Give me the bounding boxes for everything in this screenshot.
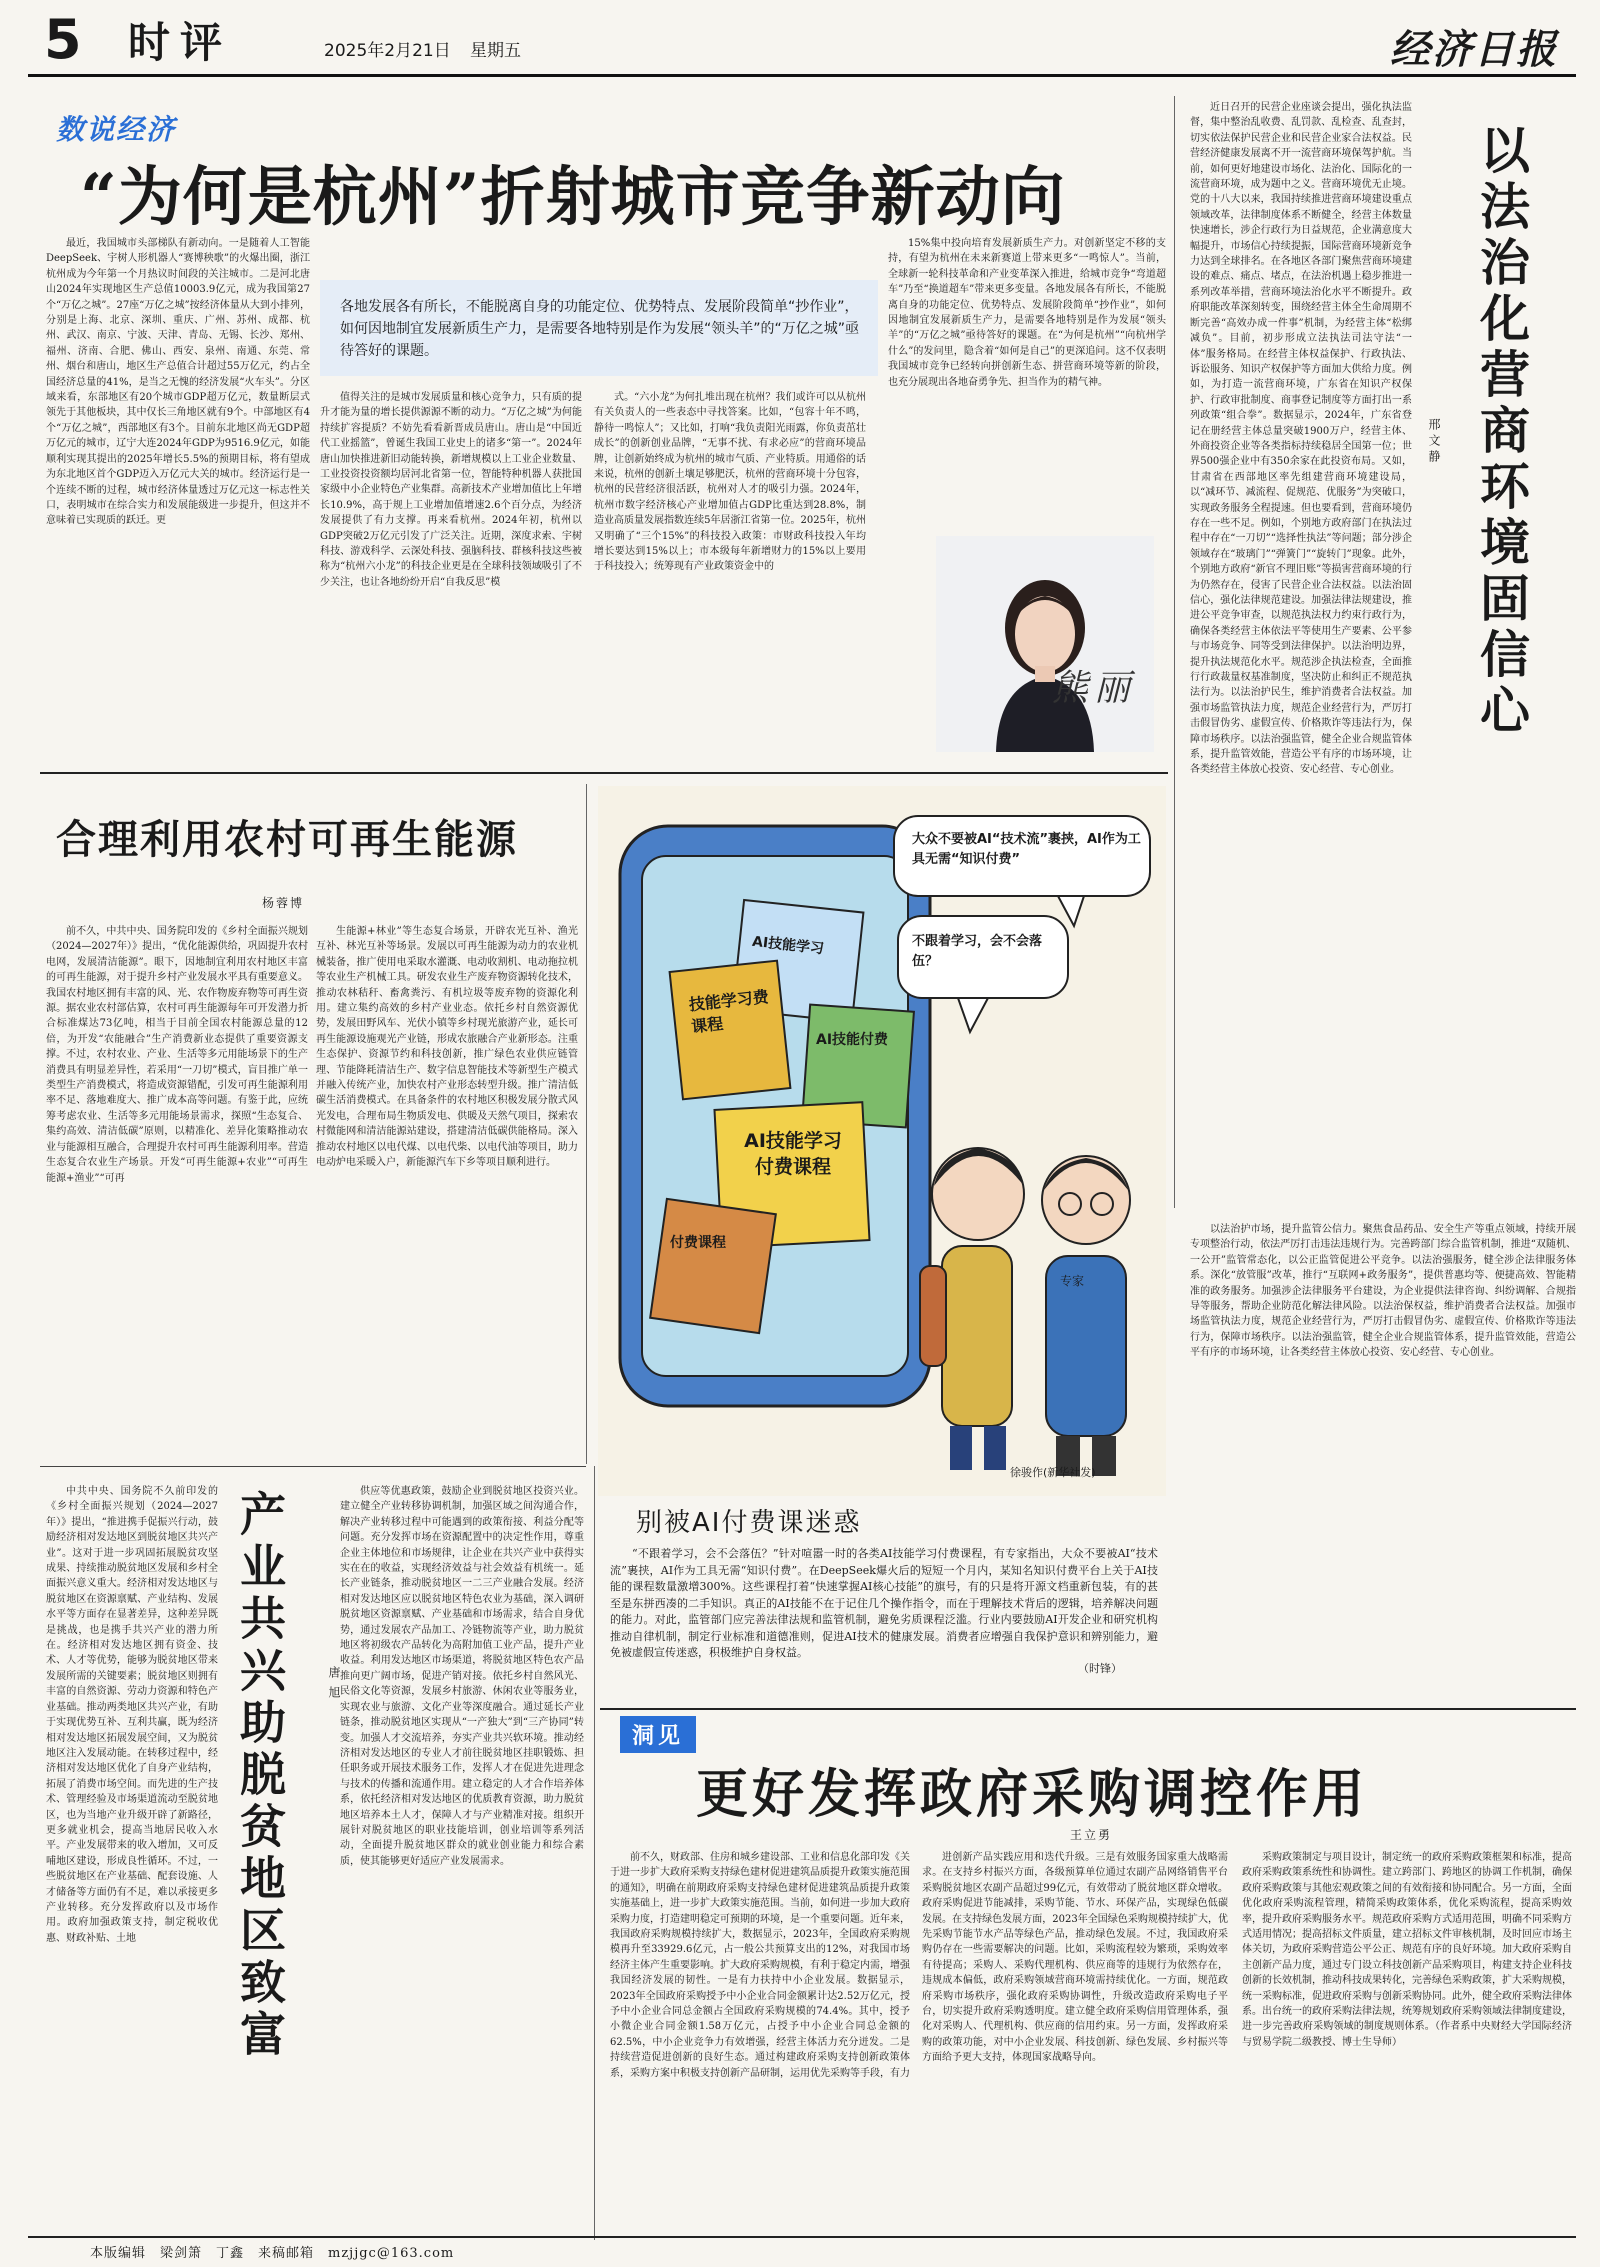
lead-column-3: 式。“六小龙”为何扎堆出现在杭州？我们或许可以从杭州有关负责人的一些表态中寻找答案。比如，“包容十年不鸣，静待一鸣惊人”；又比如，打响“我负责阳光雨露，你负责茁壮成长”的创新创业品牌，“无事不扰、有求必应”的营商环境品牌，让创新始终成为杭州的城市气质、产业特质。用通俗的话来说，杭州的创新土壤足够肥沃，杭州的营商环境十分包容，杭州的民营经济很活跃，杭州对人才的吸引力强。2024年，杭州市数字经济核心产业增加值占GDP比重达到28.8%，制造业高质量发展指数连续5年居浙江省第一位。2025年，杭州又明确了“三个15%”的科技投入政策：市财政科技投入年均增长要达到15%以上；市本级每年新增财力的15%以上要用于科技投入；统筹现有产业政策资金中的 [594,392,866,573]
card-label-1: AI技能学习 [751,933,825,958]
poverty-column-1: 中共中央、国务院不久前印发的《乡村全面振兴规划（2024—2027年）》提出，“推进携手促振兴行动，鼓励经济相对发达地区到脱贫地区共兴产业”。这对于进一步巩固拓展脱贫攻坚成果、持续推动脱贫地区发展和乡村全面振兴意义重大。经济相对发达地区与脱贫地区在资源禀赋、产业结构、发展水平等方面存在显著差异，这种差异既是挑战，也是携手共兴产业的潜力所在。经济相对发达地区拥有资金、技术、人才等优势，能够为脱贫地区带来发展所需的关键要素；脱贫地区则拥有丰富的自然资源、劳动力资源和特色产业基础。推动两类地区共兴产业，有助于实现优势互补、互利共赢，既为经济相对发达地区拓展发展空间，又为脱贫地区注入发展动能。在转移过程中，经济相对发达地区优化了自身产业结构，拓展了消费市场空间。而先进的生产技术、管理经验及市场渠道流动至脱贫地区，也为当地产业升级开辟了新路径，更多就业机会，提高当地居民收入水平。产业发展带来的收入增加，又可反哺地区建设，形成良性循环。不过，一些脱贫地区在产业基础、配套设施、人才储备等方面仍有不足，难以承接更多产业转移。充分发挥政府以及市场作用。政府加强政策支持，制定税收优惠、财政补贴、土地 [46,1486,218,1944]
poverty-article-title: 产业共兴助脱贫地区致富 [233,1490,287,2062]
newspaper-logo: 经济日报 [1390,26,1558,73]
rural-column-1: 前不久，中共中央、国务院印发的《乡村全面振兴规划（2024—2027年）》提出，“优化能源供给，巩固提升农村电网，发展清洁能源”。眼下，因地制宜利用农村地区丰富的可再生能源，对于提升乡村产业发展水平具有重要意义。我国农村地区拥有丰富的风、光、农作物废弃物等可再生资源。据农业农村部估算，农村可再生能源每年可开发潜力折合标准煤达73亿吨，相当于目前全国农村能源总量的12倍，为开发“农能融合”生产消费新业态提供了重要资源支撑。不过，农村农业、产业、生活等多元用能场景下的生产消费具有明显差异性，若采用“一刀切”模式，盲目推广单一类型生产消费模式，将造成资源错配，引发可再生能源利用率不足、落地难度大、推广成本高等问题。有鉴于此，应统筹考虑农业、生活等多元用能场景需求，探照“生态复合、集约高效、清洁低碳”原则，以精准化、差异化策略推动农业与能源相互融合，合理提升农村可再生能源利用率。营造生态复合农业生产场景。开发“可再生能源+农业”“可再生能源+渔业”“可再 [46,926,308,1184]
lead-column-tag: 数说经济 [56,113,177,146]
author-portrait-icon [936,536,1154,752]
masthead-rule [28,74,1576,77]
lead-title: “为何是杭州”折射城市竞争新动向 [80,160,1066,235]
bubble-expert-text: 大众不要被AI“技术流”裹挟，AI作为工具无需“知识付费” [912,832,1141,867]
poverty-article-author: 唐旭 [327,1666,341,1706]
lead-column-1: 最近，我国城市头部梯队有新动向。一是随着人工智能DeepSeek、宇树人形机器人“赛博秧歌”的火爆出圈，浙江杭州成为今年第一个月热议时间段的关注城市。二是河北唐山2024年实现地区生产总值10003.9亿元，成为我国第27个“万亿之城”。27座“万亿之城”按经济体量从大到小排列，分别是上海、北京、深圳、重庆、广州、苏州、成都、杭州、武汉、南京、宁波、天津、青岛、无锡、长沙、郑州、福州、济南、合肥、佛山、西安、泉州、南通、东莞、常州、烟台和唐山，地区生产总值合计超过55万亿元，约占全国经济总量的41%，是当之无愧的经济发展“火车头”。分区域来看，东部地区有20个城市GDP超万亿元，数量断层式领先于其他板块，其中仅长三角地区就有9个。中部地区有4个“万亿之城”，西部地区有3个。目前东北地区尚无GDP超万亿元的城市，辽宁大连2024年GDP为9516.9亿元，如能顺利实现其提出的2025年增长5.5%的预期目标，将有望成为东北地区首个GDP迈入万亿元大关的城市。经济运行是一个连续不断的过程，城市经济体量透过万亿元这一标志性关口，表明城市在综合实力和发展能级进一步提升，但这并不意味着已实现质的跃迁。更 [46,238,310,527]
ai-course-cartoon-icon [598,786,1166,1496]
expert-figure [1042,1156,1130,1476]
card-label-5: 付费课程 [670,1235,726,1251]
masthead [28,8,1576,74]
procurement-article-title: 更好发挥政府采购调控作用 [696,1764,1369,1825]
poverty-column-2: 供应等优惠政策，鼓励企业到脱贫地区投资兴业。建立健全产业转移协调机制，加强区域之间沟通合作，解决产业转移过程中可能遇到的政策衔接、利益分配等问题。充分发挥市场在资源配置中的决定性作用，尊重企业主体地位和市场规律，让企业在共兴产业中获得实实在在的收益，实现经济效益与社会效益有机统一。延长产业链条，推动脱贫地区一二三产业融合发展。经济相对发达地区应以脱贫地区特色农业为基础，深入调研脱贫地区资源禀赋、产业基础和市场需求，结合自身优势，通过发展农产品加工、冷链物流等产业，助力脱贫地区将初级农产品转化为高附加值工业产品，提升产业收益。利用发达地区市场渠道，将脱贫地区特色农产品推向更广阔市场，促进产销对接。依托乡村自然风光、民俗文化等资源，发展乡村旅游、休闲农业等服务业，实现农业与旅游、文化产业等深度融合。通过延长产业链条，推动脱贫地区实现从“一产独大”到“三产协同”转变。加强人才交流培养，夯实产业共兴软环境。推动经济相对发达地区的专业人才前往脱贫地区挂职锻炼、担任职务或开展技术服务工作，发挥人才在促进先进理念与技术的传播和流通作用。建立稳定的人才合作培养体系，依托经济相对发达地区的优质教育资源，助力脱贫地区培养本土人才，保障人才与产业精准对接。组织开展针对脱贫地区的职业技能培训，创业培训等系列活动，全面提升脱贫地区群众的就业创业能力和综合素质，使其能够更好适应产业发展需求。 [340,1486,584,1867]
issue-weekday: 星期五 [470,41,521,61]
procurement-article-author: 王立勇 [1070,1828,1113,1842]
issue-date: 2025年2月21日 [324,41,451,61]
expert-label: 专家 [1060,1274,1085,1288]
card-label-3: AI技能付费 [816,1032,889,1048]
rural-column-2: 生能源+林业”等生态复合场景，开辟农光互补、渔光互补、林光互补等场景。发展以可再生能源为动力的农业机械装备，推广使用电采取水灌溉、电动收割机、电动拖拉机等农业生产机械工具。研发农业生产废弃物资源转化技术，推动农林秸秆、畜禽粪污、有机垃圾等废弃物的资源化利用。建立集约高效的乡村产业业态。依托乡村自然资源优势，发展田野风车、光伏小镇等乡村现光旅游产业，延长可再生能源设施观光产业链，形成农旅融合产业新形态。注重生态保护、资源节约和科技创新，推广绿色农业供应链管理、节能降耗清洁生产、数字信息智能技术等新型生产模式并融入传统产业，加快农村产业形态转型升级。推广清洁低碳生活消费模式。在具备条件的农村地区积极发展分散式风光发电，合理布局生物质发电、供暖及天然气项目，探索农村微能网和清洁能源站建设，搭建清洁低碳供能格局。深入推动农村地区以电代煤、以电代柴、以电代油等项目，助力电动炉电采暖入户，新能源汽车下乡等项目顺利进行。 [316,926,578,1169]
page-number: 5 [44,8,82,71]
right-article-text-lower: 以法治护市场，提升监管公信力。聚焦食品药品、安全生产等重点领域，持续开展专项整治行动，依法严厉打击违法违规行为。完善跨部门综合监管机制，推进“双随机、一公开”监管常态化，以公正监管促进公平竞争。以法治强服务，健全涉企法律服务体系。深化“放管服”改革，推行“互联网+政务服务”，提供普惠均等、便捷高效、智能精准的政务服务。加强涉企法律服务平台建设，为企业提供法律咨询、纠纷调解、合规指导等服务，帮助企业防范化解法律风险。以法治保权益，维护消费者合法权益。加强市场监管执法力度，规范企业经营行为，严厉打击假冒伪劣、虚假宣传、价格欺诈等违法行为，保障市场秩序。以法治强监管，健全企业合规监管体系，提升监管效能，营造公平有序的市场环境，让各类经营主体放心投资、安心经营、专心创业。 [1190,1224,1576,1359]
cartoon-illustration [598,786,1166,1496]
bubble-student-text: 不跟着学习，会不会落伍？ [912,934,1043,969]
cartoon-signature: （时锋） [1078,1662,1122,1675]
student-figure [920,1148,1024,1470]
procurement-column-3: 采购政策制定与项目设计，制定统一的政府采购政策框架和标准，提高政府采购政策系统性和协调性。建立跨部门、跨地区的协调工作机制，确保政府采购政策与其他宏观政策之间的有效衔接和协同配合。另一方面，全面优化政府采购流程管理，精简采购政策体系，优化采购流程，提高采购效率，提升政府采购服务水平。规范政府采购方式适用范围，明确不同采购方式适用情况；提高招标文件质量，建立招标文件审核机制，及时回应市场主体关切，为政府采购营造公平公正、规范有序的良好环境。加大政府采购自主创新产品力度，通过专门设立科技创新产品采购项目，构建支持企业科技创新的长效机制，推动科技成果转化，完善绿色采购政策，扩大采购规模，统一采购标准，促进政府采购与创新采购协同。此外，健全政府采购法律体系。出台统一的政府采购法律法规，统筹规划政府采购领域法律制度建设，进一步完善政府采购领域的制度规则体系。（作者系中央财经大学国际经济与贸易学院二级教授、博士生导师） [1242,1852,1572,2048]
author-signature: 熊丽 [1052,668,1137,709]
section-name: 时评 [128,18,233,67]
card-label-2: 技能学习费课程 [688,987,770,1037]
procurement-column-1: 前不久，财政部、住房和城乡建设部、工业和信息化部印发《关于进一步扩大政府采购支持绿色建材促进建筑品质提升政策实施范围的通知》，明确在前期政府采购支持绿色建材促进建筑品质提升政策实施基础上，进一步扩大政策实施范围。当前，如何进一步加大政府采购力度，打造建明稳定可预期的环境，是一个重要问题。近年来，我国政府采购规模持续扩大，数据显示，2023年，全国政府采购规模再升至33929.6亿元，占一般公共预算支出的12%，对我国市场经济主体产生重要影响。扩大政府采购规模，有利于稳定内需，增强我国经济发展的韧性。一是有力扶持中小企业发展。数据显示，2023年全国政府采购授予中小企业合同金额累计达2.52万亿元，授予中小企业合同总金额占全国政府采购规模的74.4%。其中，授予小微企业合同金额1.58万亿元，占授予中小企业合同总金额的62.5%，中小企业竞争力有效增强，经营主体活力充分迸发。二是持续营造促进创新的良好生态。通过构建政府采购支持创新政策体系，采购方案中积极支持创新产品研制，运用优先采购等手段，有力 [610,1852,910,2079]
rural-article-title: 合理利用农村可再生能源 [56,816,518,863]
right-article-author: 邢文静 [1427,418,1441,466]
right-article-title: 以法治化营商环境固信心 [1472,124,1531,740]
procurement-column-2: 进创新产品实践应用和迭代升级。三是有效服务国家重大战略需求。在支持乡村振兴方面，各级预算单位通过农副产品网络销售平台采购脱贫地区农副产品超过99亿元，有效带动了脱贫地区群众增收。政府采购促进节能减排，采购节能、节水、环保产品，实现绿色低碳发展。在支持绿色发展方面，2023年全国绿色采购规模持续扩大，优先采购节能节水产品等绿色产品，推动绿色发展。不过，我国政府采购仍存在一些需要解决的问题。比如，采购流程较为繁琐，采购效率有待提高；采购人、采购代理机构、供应商等的违规行为依然存在，违规成本偏低，政府采购领域营商环境需持续优化。一方面，规范政府采购市场秩序，强化政府采购协调性，升级改造政府采购电子平台，切实提升政府采购透明度。建立健全政府采购信用管理体系，强化对采购人、代理机构、供应商的信用约束。另一方面，发挥政府采购的政策功能，对中小企业发展、科技创新、绿色发展、乡村振兴等方面给予更大支持，体现国家战略导向。 [922,1852,1228,2064]
right-article-text: 近日召开的民营企业座谈会提出，强化执法监督，集中整治乱收费、乱罚款、乱检查、乱查封，切实依法保护民营企业和民营企业家合法权益。民营经济健康发展离不开一流营商环境保驾护航。当前，如何更好地建设市场化、法治化、国际化的一流营商环境，成为题中之义。营商环境优无止境。党的十八大以来，我国持续推进营商环境建设重点领域改革，法律制度体系不断健全，经营主体数量快速增长，涉企行政行为日益规范，企业满意度大幅提升，市场信心持续提振，国际营商环境新竞争力达到全球排名。在各地区各部门聚焦营商环境建设的难点、痛点、堵点，在法治机遇上稳步推进一系列改革举措，营商环境法治化水平不断提升。政府职能改革深刻转变，围绕经营主体全生命周期不断完善“高效办成一件事”机制，为经营主体“松绑减负”。目前，初步形成立法执法司法守法“一体”服务格局。在经营主体权益保护、行政执法、诉讼服务、知识产权保护等方面加大供给力度。例如，为打造一流营商环境，广东省在知识产权保护、行政审批制度、商事登记制度等方面打出一系列政策“组合拳”。数据显示，2024年，广东省登记在册经营主体总量突破1900万户，经营主体、外商投资企业等各类指标持续稳居全国第一位；世界500强企业中有350余家在此投资布局。又如，甘肃省在西部地区率先组建营商环境建设局，以“减环节、减流程、促规范、优服务”为突破口，实现政务服务全程提速。但也要看到，营商环境仍存在一些不足。例如，个别地方政府部门在执法过程中存在“一刀切”“选择性执法”等问题；部分涉企领域存在“玻璃门”“弹簧门”“旋转门”现象。此外，个别地方政府“新官不理旧账”等损害营商环境的行为仍然存在，侵害了民营企业合法权益。以法治固信心，强化法律规范建设。加强法律法规建设，推进公平竞争审查，以规范执法权力约束行政行为，确保各类经营主体依法平等使用生产要素、公平参与市场竞争、同等受到法律保护。以法治明边界，提升执法规范化水平。规范涉企执法检查，全面推行行政裁量权基准制度，坚决防止和纠正不规范执法行为。以法治护民生，维护消费者合法权益。加强市场监管执法力度，规范企业经营行为，严厉打击假冒伪劣、虚假宣传、价格欺诈等违法行为，保障市场秩序。以法治强监管，健全企业合规监管体系，提升监管效能，营造公平有序的市场环境，让各类经营主体放心投资、安心经营、专心创业。 [1190,102,1412,776]
lead-summary: 各地发展各有所长，不能脱离自身的功能定位、优势特点、发展阶段简单“抄作业”，如何因地制宜发展新质生产力，是需要各地特别是作为发展“领头羊”的“万亿之城”亟待答好的课题。 [340,299,860,359]
lead-column-2: 值得关注的是城市发展质量和核心竞争力，只有质的提升才能为量的增长提供源源不断的动力。“万亿之城”为何能持续扩容提质？不妨先看看新晋成员唐山。唐山是“中国近代工业摇篮”，曾诞生我国工业史上的诸多“第一”。2024年唐山加快推进新旧动能转换，新增规模以上工业企业数量、工业投资投资额均居河北省第一位，智能特种机器人获批国家级中小企业特色产业集群。高新技术产业增加值比上年增长10.9%，高于规上工业增加值增速2.6个百分点，为经济发展提供了有力支撑。再来看杭州。2024年初，杭州以GDP突破2万亿元引发了广泛关注。近期，深度求索、宇树科技、游戏科学、云深处科技、强脑科技、群核科技这些被称为“杭州六小龙”的科技企业更是在全球科技领域吸引了不少关注，也让各地纷纷开启“自我反思”模 [320,392,582,588]
author-photo [936,536,1154,752]
card-label-4: AI技能学习付费课程 [744,1130,842,1178]
cartoon-caption: 别被AI付费课迷惑 [636,1508,862,1538]
footer-editors: 本版编辑 梁剑箫 丁鑫 来稿邮箱 mzjjgc@163.com [90,2246,455,2261]
cartoon-credit: 徐骏作(新华社发) [1010,1466,1096,1479]
lead-column-4: 15%集中投向培育发展新质生产力。对创新坚定不移的支持，有望为杭州在未来新赛道上带来更多“一鸣惊人”。当前，全球新一轮科技革命和产业变革深入推进，给城市竞争“弯道超车”乃至“换道超车”带来更多变量。各地发展各有所长，不能脱离自身的功能定位、优势特点、发展阶段简单“抄作业”，如何因地制宜发展新质生产力，是需要各地特别是作为发展“领头羊”的“万亿之城”亟待答好的课题。在“为何是杭州”“向杭州学什么”的发问里，隐含着“如何是自己”的更深追问。这不仅表明我国城市竞争已经转向拼创新生态、拼营商环境等新的阶段，也充分展现出各地奋勇争先、担当作为的精气神。 [888,238,1166,388]
cartoon-commentary: “不跟着学习，会不会落伍？”针对喧嚣一时的各类AI技能学习付费课程，有专家指出，大众不要被AI“技术流”裹挟，AI作为工具无需“知识付费”。在DeepSeek爆火后的短短一个月内，某知名知识付费平台上关于AI技能的课程数量激增300%。这些课程打着“快速掌握AI核心技能”的旗号，有的只是将开源文档重新包装，有的甚至是东拼西凑的二手知识。真正的AI技能不在于记住几个操作指令，而在于理解技术背后的逻辑，培养解决问题的能力。对此，监管部门应完善法律法规和监管机制，避免劣质课程泛滥。行业内要鼓励AI开发企业和研究机构推动自律机制，制定行业标准和道德准则，促进AI技术的健康发展。消费者应增强自我保护意识和辨别能力，避免被虚假宣传迷惑，积极维护自身权益。 [610,1547,1158,1659]
procurement-column-tag: 洞见 [620,1716,696,1753]
rural-article-author: 杨蓉博 [262,896,305,910]
